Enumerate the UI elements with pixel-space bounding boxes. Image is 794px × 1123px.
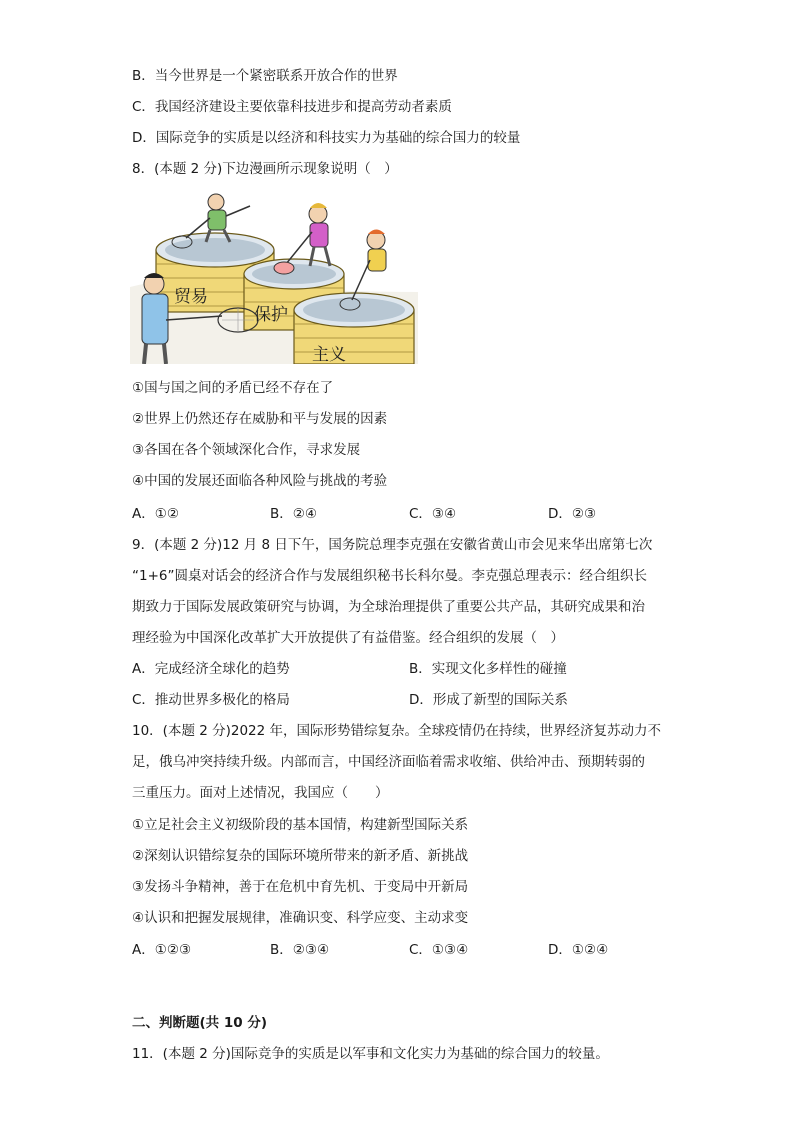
- q7-option-c: C．我国经济建设主要依靠科技进步和提高劳动者素质: [132, 99, 452, 115]
- q9-choice-a: A．完成经济全球化的趋势: [132, 661, 290, 677]
- q8-choice-d: D．②③: [548, 506, 597, 522]
- q10-choice-d: D．①②④: [548, 942, 609, 958]
- cartoon-word-2: 保护: [254, 305, 288, 325]
- q10-choice-a: A．①②③: [132, 942, 192, 958]
- q9-choice-b: B．实现文化多样性的碰撞: [409, 661, 567, 677]
- q8-choice-b: B．②④: [270, 506, 317, 522]
- trade-protectionism-cartoon: [130, 192, 418, 364]
- q8-stem: 8．(本题 2 分)下边漫画所示现象说明（ ）: [132, 161, 398, 177]
- q10-statement-1: ①立足社会主义初级阶段的基本国情，构建新型国际关系: [132, 817, 469, 833]
- q9-line-3: 期致力于国际发展政策研究与协调，为全球治理提供了重要公共产品，其研究成果和治: [132, 599, 645, 615]
- q8-choice-a: A．①②: [132, 506, 179, 522]
- q11-stem: 11．(本题 2 分)国际竞争的实质是以军事和文化实力为基础的综合国力的较量。: [132, 1046, 609, 1062]
- q10-line-1: 10．(本题 2 分)2022 年，国际形势错综复杂。全球疫情仍在持续，世界经济复苏动力不: [132, 723, 662, 739]
- q9-choice-c: C．推动世界多极化的格局: [132, 692, 290, 708]
- q8-statement-2: ②世界上仍然还存在威胁和平与发展的因素: [132, 411, 388, 427]
- q7-option-b: B．当今世界是一个紧密联系开放合作的世界: [132, 68, 398, 84]
- q10-choice-c: C．①③④: [409, 942, 469, 958]
- q8-statement-1: ①国与国之间的矛盾已经不存在了: [132, 380, 334, 396]
- q8-choice-c: C．③④: [409, 506, 457, 522]
- q10-statement-4: ④认识和把握发展规律，准确识变、科学应变、主动求变: [132, 910, 469, 926]
- q8-statement-3: ③各国在各个领域深化合作，寻求发展: [132, 442, 361, 458]
- section-heading-judgment: 二、判断题(共 10 分): [132, 1015, 268, 1031]
- q9-line-1: 9．(本题 2 分)12 月 8 日下午，国务院总理李克强在安徽省黄山市会见来华出席第七次: [132, 537, 653, 553]
- cartoon-word-3: 主义: [312, 345, 346, 364]
- q10-line-3: 三重压力。面对上述情况，我国应（ ）: [132, 785, 389, 801]
- q8-statement-4: ④中国的发展还面临各种风险与挑战的考验: [132, 473, 388, 489]
- q9-line-4: 理经验为中国深化改革扩大开放提供了有益借鉴。经合组织的发展（ ）: [132, 630, 564, 646]
- q10-line-2: 足，俄乌冲突持续升级。内部而言，中国经济面临着需求收缩、供给冲击、预期转弱的: [132, 754, 645, 770]
- cartoon-word-1: 贸易: [174, 287, 208, 307]
- q7-option-d: D．国际竞争的实质是以经济和科技实力为基础的综合国力的较量: [132, 130, 521, 146]
- q9-line-2: “1+6”圆桌对话会的经济合作与发展组织秘书长科尔曼。李克强总理表示：经合组织长: [132, 568, 647, 584]
- q10-statement-2: ②深刻认识错综复杂的国际环境所带来的新矛盾、新挑战: [132, 848, 469, 864]
- q9-choice-d: D．形成了新型的国际关系: [409, 692, 568, 708]
- q10-statement-3: ③发扬斗争精神，善于在危机中育先机、于变局中开新局: [132, 879, 469, 895]
- q10-choice-b: B．②③④: [270, 942, 330, 958]
